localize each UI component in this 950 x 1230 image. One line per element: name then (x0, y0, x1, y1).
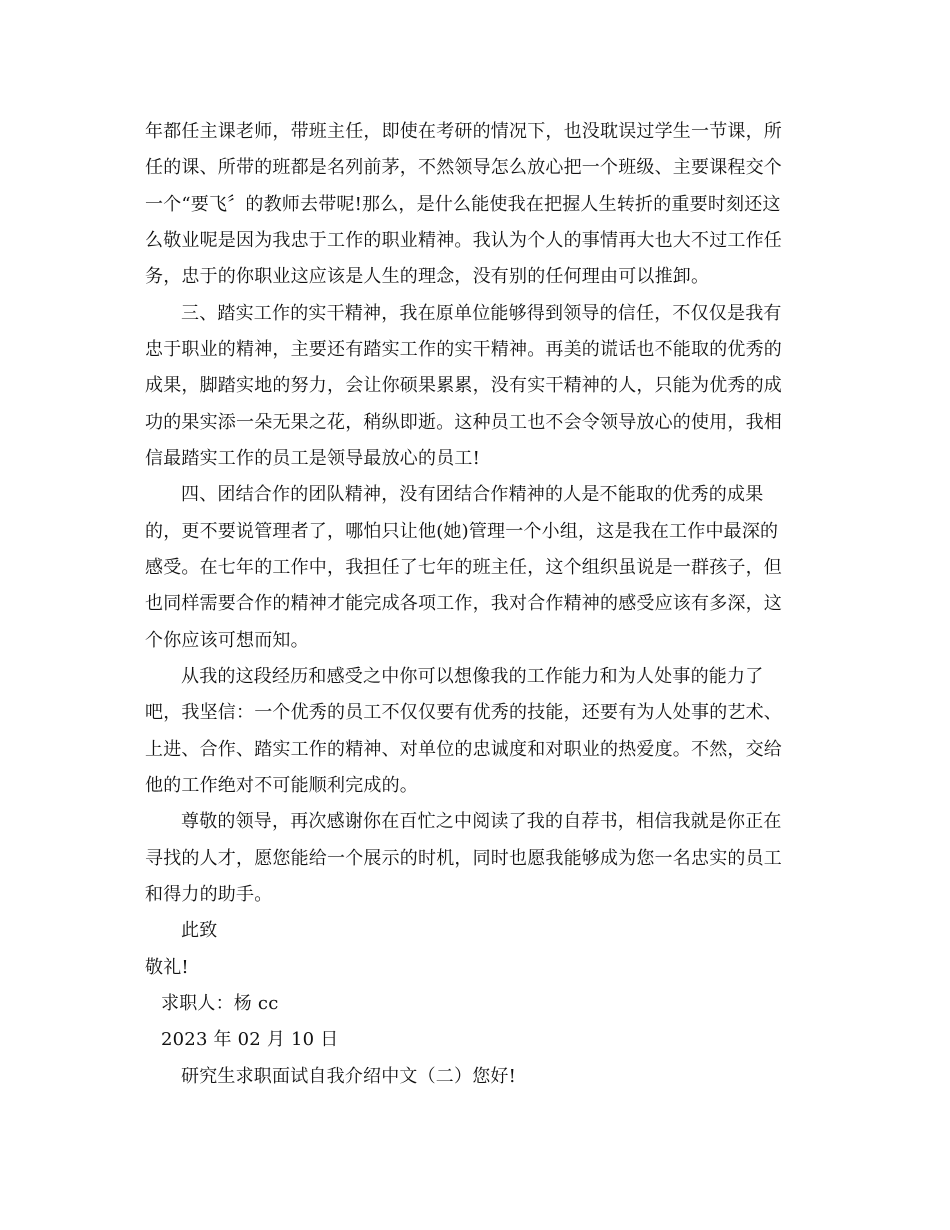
paragraph-line: 也同样需要合作的精神才能完成各项工作，我对合作精神的感受应该有多深，这 (145, 593, 782, 614)
applicant-name: 求职人：杨 cc (161, 993, 279, 1014)
paragraph-line: 任的课、所带的班都是名列前茅，不然领导怎么放心把一个班级、主要课程交个 (145, 157, 782, 178)
paragraph-line: 务，忠于的你职业这应该是人生的理念，没有别的任何理由可以推卸。 (145, 266, 710, 287)
paragraph-line: 么敬业呢是因为我忠于工作的职业精神。我认为个人的事情再大也大不过工作任 (145, 230, 782, 251)
paragraph-line: 四、团结合作的团队精神，没有团结合作精神的人是不能取的优秀的成果 (181, 484, 764, 505)
paragraph-line: 成果，脚踏实地的努力，会让你硕果累累，没有实干精神的人，只能为优秀的成 (145, 375, 782, 396)
document-date: 2023 年 02 月 10 日 (161, 1029, 339, 1050)
paragraph-line: 信最踏实工作的员工是领导最放心的员工! (145, 448, 481, 469)
paragraph-line: 寻找的人才，愿您能给一个展示的时机，同时也愿我能够成为您一名忠实的员工 (145, 848, 782, 869)
section-heading: 研究生求职面试自我介绍中文（二）您好! (181, 1066, 517, 1087)
paragraph-line: 他的工作绝对不可能顺利完成的。 (145, 775, 418, 796)
paragraph-line: 吧，我坚信：一个优秀的员工不仅仅要有优秀的技能，还要有为人处事的艺术、 (145, 702, 782, 723)
paragraph-line: 的，更不要说管理者了，哪怕只让他(她)管理一个小组，这是我在工作中最深的 (145, 521, 779, 542)
paragraph-line: 从我的这段经历和感受之中你可以想像我的工作能力和为人处事的能力了 (181, 666, 764, 687)
paragraph-line: 感受。在七年的工作中，我担任了七年的班主任，这个组织虽说是一群孩子，但 (145, 557, 782, 578)
paragraph-line: 一个“要飞〞的教师去带呢!那么，是什么能使我在把握人生转折的重要时刻还这 (145, 194, 781, 215)
paragraph-line: 年都任主课老师，带班主任，即使在考研的情况下，也没耽误过学生一节课，所 (145, 121, 782, 142)
paragraph-line: 三、踏实工作的实干精神，我在原单位能够得到领导的信任，不仅仅是我有 (181, 303, 782, 324)
closing-salutation: 此致 (181, 920, 218, 941)
paragraph-line: 尊敬的领导，再次感谢你在百忙之中阅读了我的自荐书，相信我就是你正在 (181, 811, 782, 832)
closing-regards: 敬礼! (145, 957, 189, 978)
paragraph-line: 忠于职业的精神，主要还有踏实工作的实干精神。再美的谎话也不能取的优秀的 (145, 339, 782, 360)
paragraph-line: 功的果实添一朵无果之花，稍纵即逝。这种员工也不会令领导放心的使用，我相 (145, 412, 782, 433)
paragraph-line: 上进、合作、踏实工作的精神、对单位的忠诚度和对职业的热爱度。不然，交给 (145, 739, 782, 760)
paragraph-line: 个你应该可想而知。 (145, 630, 309, 651)
paragraph-line: 和得力的助手。 (145, 884, 273, 905)
